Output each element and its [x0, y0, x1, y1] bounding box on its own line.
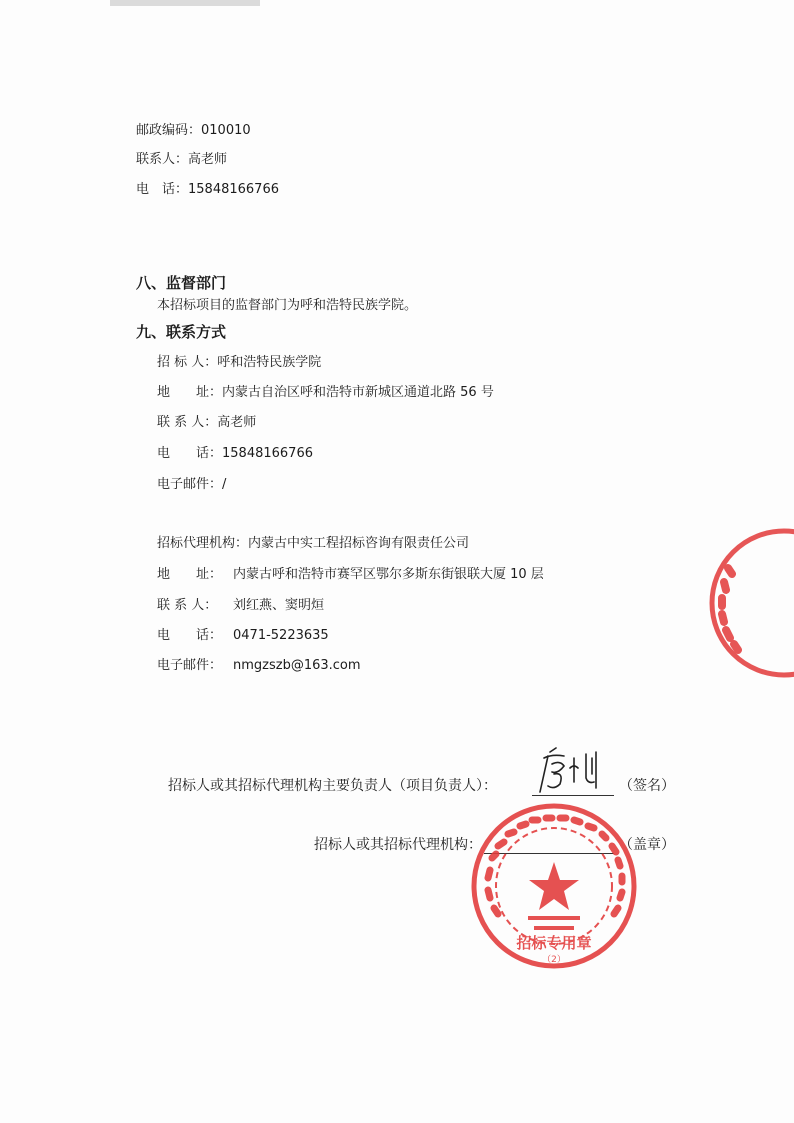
- phone-line: [136, 181, 279, 199]
- tenderer-address-label: 地 址：: [157, 385, 223, 400]
- tenderer-phone-label: 电 话：: [157, 446, 223, 461]
- agency-name: 内蒙古中实工程招标咨询有限责任公司: [248, 536, 470, 551]
- scan-artifact: [110, 0, 260, 6]
- tenderer-address-line: [157, 384, 494, 402]
- section-9-heading: 九、联系方式: [136, 323, 227, 341]
- agency-name-label: 招标代理机构：: [157, 536, 249, 551]
- agency-contact-label: 联 系 人：: [157, 598, 218, 613]
- tenderer-contact: 高老师: [217, 415, 257, 430]
- section-8-heading: 八、监督部门: [136, 274, 227, 292]
- agency-email-line: [157, 657, 361, 675]
- tenderer-name-line: [157, 354, 321, 372]
- section-8-body: 本招标项目的监督部门为呼和浩特民族学院。: [157, 298, 418, 313]
- agency-contact-line: [157, 597, 324, 615]
- contact-line: 联系人：高老师: [136, 152, 228, 167]
- sign-suffix: （签名）: [619, 778, 675, 794]
- seal-prompt: 招标人或其招标代理机构：: [314, 837, 482, 853]
- agency-name-line: [157, 535, 469, 553]
- tenderer-email-line: [157, 476, 226, 494]
- seal-number: （2）: [542, 955, 566, 965]
- seal-suffix: （盖章）: [619, 837, 675, 853]
- phone-label: 电 话：: [136, 182, 189, 197]
- tenderer-name-label: 招 标 人：: [157, 355, 218, 370]
- seal-text: 招标专用章: [516, 934, 592, 952]
- agency-address: 内蒙古呼和浩特市赛罕区鄂尔多斯东街银联大厦 10 层: [233, 567, 544, 582]
- tenderer-phone: 15848166766: [222, 446, 313, 461]
- tenderer-address: 内蒙古自治区呼和浩特市新城区通道北路 56 号: [222, 385, 494, 400]
- sign-prompt: 招标人或其招标代理机构主要负责人（项目负责人）：: [168, 778, 497, 794]
- agency-phone-line: [157, 627, 329, 645]
- phone-value: 15848166766: [188, 182, 279, 197]
- tenderer-name: 呼和浩特民族学院: [217, 355, 322, 370]
- agency-phone-label: 电 话：: [157, 628, 223, 643]
- tenderer-email-label: 电子邮件：: [157, 477, 223, 492]
- tenderer-contact-label: 联 系 人：: [157, 415, 218, 430]
- star-icon: [529, 862, 579, 910]
- tenderer-email: /: [222, 477, 227, 492]
- tenderer-contact-line: [157, 414, 256, 432]
- agency-address-label: 地 址：: [157, 567, 223, 582]
- agency-email-label: 电子邮件：: [157, 658, 223, 673]
- postcode-line: 邮政编码：010010: [136, 123, 251, 138]
- edge-seal: [704, 528, 794, 678]
- agency-address-line: [157, 566, 544, 584]
- handwritten-signature: [530, 744, 620, 800]
- agency-email: nmgzszb@163.com: [233, 658, 361, 673]
- agency-phone: 0471-5223635: [233, 628, 329, 643]
- tenderer-phone-line: [157, 445, 313, 463]
- official-seal: [468, 800, 640, 972]
- agency-contact: 刘红燕、窦明烜: [233, 598, 325, 613]
